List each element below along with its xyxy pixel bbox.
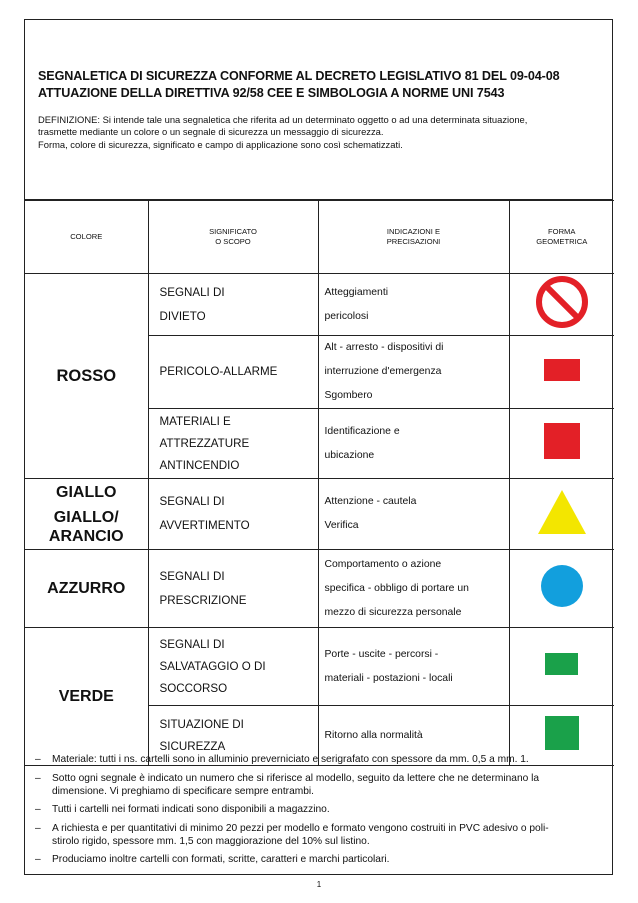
meaning-line: ATTREZZATURE [159, 436, 250, 450]
header-forma-line-1: FORMA [548, 227, 576, 236]
meaning-line: SOCCORSO [159, 681, 228, 695]
meaning-cell [148, 274, 318, 336]
document-title [38, 68, 600, 102]
meaning-line: SEGNALI DI [159, 569, 225, 583]
meaning-line: SICUREZZA [159, 739, 226, 753]
group-azzurro [25, 550, 148, 628]
meaning-cell [148, 550, 318, 628]
shape-cell [509, 628, 614, 706]
dash-bullet: – [35, 854, 41, 865]
note-cell [318, 550, 509, 628]
shape-cell [509, 479, 614, 550]
note-cell [318, 274, 509, 336]
header-colore-text: COLORE [70, 232, 103, 241]
group-giallo-label: GIALLO [56, 483, 117, 501]
prohibition-bar [546, 286, 578, 318]
note-line: Atteggiamenti [324, 286, 389, 298]
meaning-cell [148, 409, 318, 479]
meaning-line: AVVERTIMENTO [159, 519, 250, 532]
note-line: ubicazione [324, 449, 375, 461]
red-square-icon [544, 423, 580, 459]
note-line: materiali - postazioni - locali [324, 672, 453, 684]
note-line: Comportamento o azione [324, 558, 442, 570]
group-rosso-label: ROSSO [56, 367, 117, 385]
green-rectangle-icon [545, 653, 578, 675]
note-cell [318, 409, 509, 479]
header-forma-line-2: GEOMETRICA [536, 237, 588, 246]
meaning-cell [148, 628, 318, 706]
meaning-line: SEGNALI DI [159, 637, 225, 651]
green-square-icon [545, 716, 579, 750]
header-significato-line-2: O SCOPO [215, 237, 251, 246]
note-cell [318, 336, 509, 409]
header-indicazioni [318, 201, 509, 274]
page-number: 1 [316, 880, 322, 889]
note-line: specifica - obbligo di portare un [324, 582, 469, 594]
footer-line: Materiale: tutti i ns. cartelli sono in alluminio preverniciato e serigrafato con spessore da mm. 0,5 a mm. 1. [52, 754, 529, 765]
red-rectangle-icon [544, 359, 580, 381]
note-line: Verifica [324, 520, 359, 531]
note-line: mezzo di sicurezza personale [324, 606, 462, 618]
footer-line: Tutti i cartelli nei formati indicati sono disponibili a magazzino. [52, 804, 330, 815]
sheet-frame [24, 19, 613, 875]
meaning-line: MATERIALI E [159, 414, 231, 428]
blue-circle-icon [540, 564, 584, 608]
note-line: Alt - arresto - dispositivi di [324, 342, 444, 353]
header-significato-line-1: SIGNIFICATO [209, 227, 257, 236]
footer-line: dimensione. Vi preghiamo di specificare sempre entrambi. [52, 785, 314, 797]
footer-line: stirolo rigido, spessore mm. 1,5 con maggiorazione del 10% sul listino. [52, 835, 370, 847]
note-line: Identificazione e [324, 425, 400, 437]
meaning-line: PRESCRIZIONE [159, 593, 247, 607]
table-row [25, 274, 614, 336]
group-rosso [25, 274, 148, 479]
meaning-line: SITUAZIONE DI [159, 717, 244, 731]
table-row [25, 550, 614, 628]
definition-line-1: DEFINIZIONE: Si intende tale una segnaletica che riferita ad un determinato oggetto o ad una determinata situazione, [38, 114, 528, 125]
meaning-line: SEGNALI DI [159, 495, 225, 508]
note-line: Sgombero [324, 390, 373, 401]
table-row [25, 628, 614, 706]
group-verde-label: VERDE [58, 687, 114, 705]
meaning-line: SEGNALI DI [159, 285, 225, 299]
group-giallo [25, 479, 148, 550]
group-verde [25, 628, 148, 766]
prohibition-circle-icon [535, 275, 589, 329]
title-line-2: ATTUAZIONE DELLA DIRETTIVA 92/58 CEE E SIMBOLOGIA A NORME UNI 7543 [38, 86, 505, 100]
footer-line: Produciamo inoltre cartelli con formati, scritte, caratteri e marchi particolari. [52, 854, 390, 865]
header-forma [509, 201, 614, 274]
triangle-shape [538, 490, 586, 534]
note-cell [318, 628, 509, 706]
signage-table [25, 200, 614, 766]
definition-line-3: Forma, colore di sicurezza, significato e campo di applicazione sono così schematizzati. [38, 138, 403, 150]
footer-notes [35, 753, 602, 872]
definition-line-2: trasmette mediante un colore o un segnale di sicurezza un messaggio di sicurezza. [38, 126, 384, 138]
footer-line: Sotto ogni segnale è indicato un numero che si riferisce al modello, seguito da lettere che ne determinano la [52, 772, 540, 784]
circle-shape [541, 565, 583, 607]
shape-cell [509, 274, 614, 336]
definition-text [38, 114, 600, 151]
title-line-1: SEGNALETICA DI SICUREZZA CONFORME AL DECRETO LEGISLATIVO 81 DEL 09-04-08 [38, 69, 560, 83]
meaning-cell [148, 479, 318, 550]
footer-item [35, 853, 602, 866]
note-line: pericolosi [324, 310, 369, 322]
note-line: Ritorno alla normalità [324, 729, 423, 741]
note-line: Porte - uscite - percorsi - [324, 648, 439, 660]
footer-item [35, 822, 602, 848]
group-arancio-label: ARANCIO [48, 527, 124, 545]
header-indicazioni-line-2: PRECISAZIONI [386, 237, 441, 246]
dash-bullet: – [35, 804, 41, 815]
group-giallo-arancio-label: GIALLO/ [53, 508, 119, 526]
dash-bullet: – [35, 754, 41, 765]
meaning-line: SALVATAGGIO O DI [159, 659, 266, 673]
header-colore [25, 201, 148, 274]
shape-cell [509, 336, 614, 409]
note-line: interruzione d'emergenza [324, 366, 442, 377]
footer-item [35, 772, 602, 798]
meaning-line: PERICOLO-ALLARME [159, 365, 278, 378]
yellow-triangle-icon [537, 489, 587, 535]
dash-bullet: – [35, 822, 41, 834]
intro-section [25, 20, 612, 200]
shape-cell [509, 550, 614, 628]
footer-item [35, 803, 602, 816]
footer-line: A richiesta e per quantitativi di minimo 20 pezzi per modello e formato vengono costruiti in PVC adesivo o poli- [52, 822, 549, 834]
header-significato [148, 201, 318, 274]
note-cell [318, 479, 509, 550]
shape-cell [509, 409, 614, 479]
dash-bullet: – [35, 772, 41, 784]
table-row [25, 479, 614, 550]
header-indicazioni-line-1: INDICAZIONI E [386, 227, 441, 236]
footer-item [35, 753, 602, 766]
note-line: Attenzione - cautela [324, 496, 417, 507]
meaning-line: ANTINCENDIO [159, 458, 240, 472]
meaning-cell [148, 336, 318, 409]
group-azzurro-label: AZZURRO [47, 579, 126, 597]
meaning-line: DIVIETO [159, 309, 206, 323]
table-header-row [25, 201, 614, 274]
